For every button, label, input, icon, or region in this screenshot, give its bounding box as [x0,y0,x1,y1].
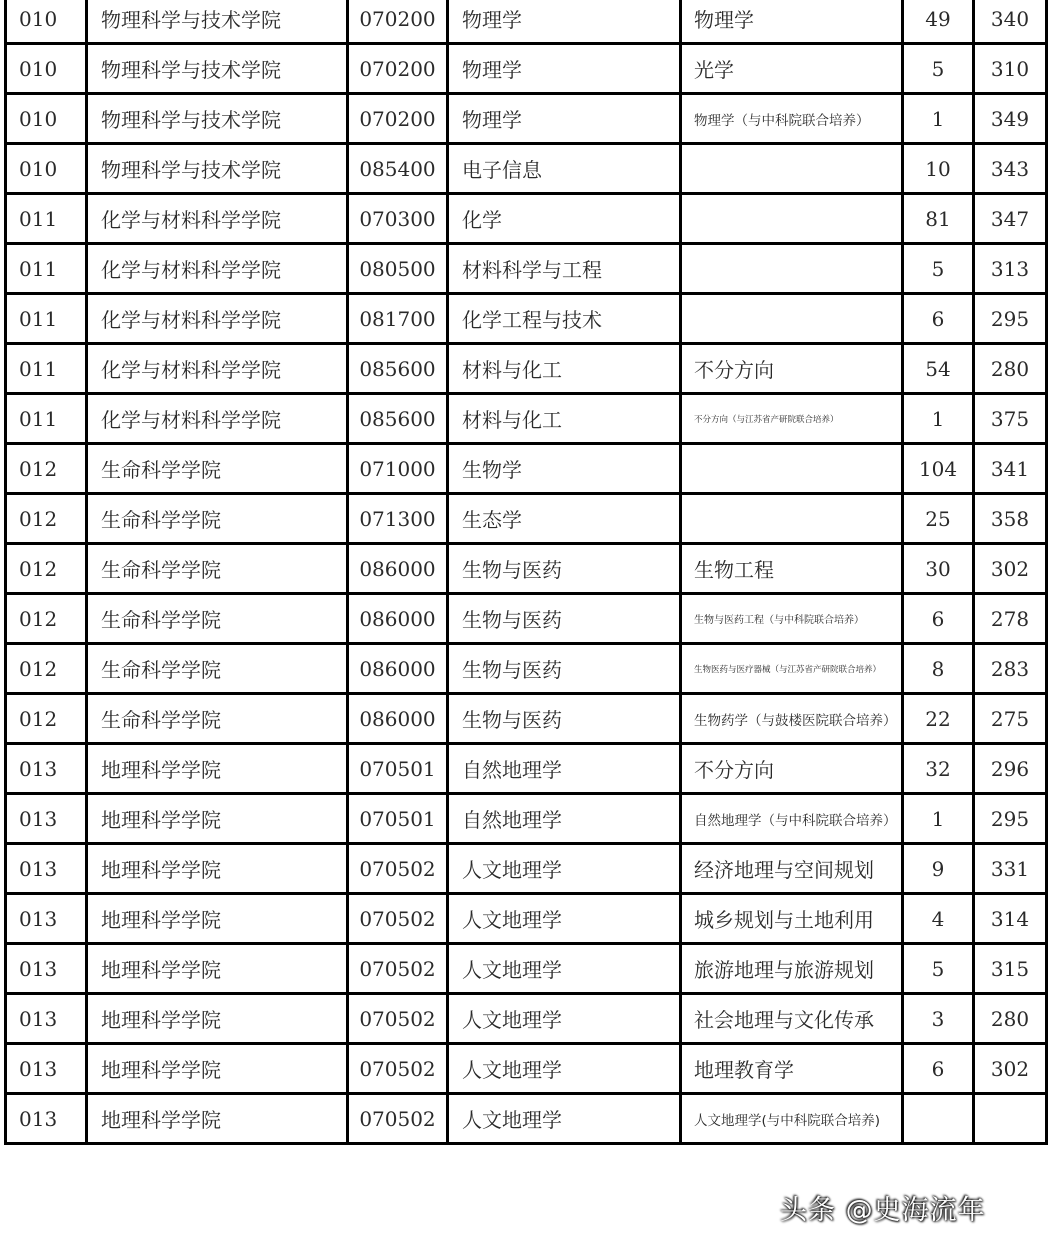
college-name-cell: 生命科学学院 [87,594,348,644]
direction-cell [681,244,903,294]
major-code-cell: 080500 [348,244,448,294]
min-score-cell [974,1094,1047,1144]
direction-cell: 物理学 [681,0,903,44]
major-code-cell: 071000 [348,444,448,494]
college-code-cell: 013 [6,944,87,994]
enrollment-count-cell: 32 [903,744,974,794]
major-code-cell: 070501 [348,794,448,844]
direction-cell: 光学 [681,44,903,94]
college-code-cell: 012 [6,644,87,694]
enrollment-count-cell: 3 [903,994,974,1044]
college-code-cell: 010 [6,94,87,144]
enrollment-count-cell: 81 [903,194,974,244]
table-row [6,444,1047,494]
table-row [6,794,1047,844]
major-name-cell: 人文地理学 [448,944,681,994]
direction-cell: 旅游地理与旅游规划 [681,944,903,994]
enrollment-count-cell: 6 [903,594,974,644]
college-code-cell: 011 [6,194,87,244]
table-row [6,994,1047,1044]
watermark-label: 头条 @史海流年 [780,1195,986,1226]
college-code-cell: 013 [6,1094,87,1144]
college-name-cell: 地理科学学院 [87,894,348,944]
major-code-cell: 086000 [348,694,448,744]
major-name-cell: 化学 [448,194,681,244]
major-name-cell: 人文地理学 [448,1044,681,1094]
major-code-cell: 070502 [348,844,448,894]
direction-cell [681,444,903,494]
college-code-cell: 010 [6,0,87,44]
college-code-cell: 012 [6,594,87,644]
enrollment-count-cell: 1 [903,794,974,844]
direction-cell: 生物医药与医疗器械（与江苏省产研院联合培养） [681,644,903,694]
college-code-cell: 012 [6,544,87,594]
college-name-cell: 生命科学学院 [87,694,348,744]
table-body [6,0,1047,1144]
direction-cell [681,194,903,244]
college-name-cell: 生命科学学院 [87,444,348,494]
direction-cell: 不分方向 [681,744,903,794]
major-code-cell: 070200 [348,94,448,144]
major-name-cell: 电子信息 [448,144,681,194]
direction-cell: 人文地理学(与中科院联合培养) [681,1094,903,1144]
major-code-cell: 070502 [348,1044,448,1094]
enrollment-count-cell: 10 [903,144,974,194]
direction-cell: 自然地理学（与中科院联合培养） [681,794,903,844]
direction-cell: 生物工程 [681,544,903,594]
enrollment-count-cell: 5 [903,944,974,994]
table-row [6,94,1047,144]
college-code-cell: 010 [6,44,87,94]
major-name-cell: 生物与医药 [448,694,681,744]
college-name-cell: 生命科学学院 [87,494,348,544]
min-score-cell: 295 [974,794,1047,844]
table-row [6,244,1047,294]
enrollment-count-cell: 9 [903,844,974,894]
enrollment-count-cell: 8 [903,644,974,694]
major-code-cell: 086000 [348,594,448,644]
direction-cell: 不分方向 [681,344,903,394]
major-name-cell: 人文地理学 [448,844,681,894]
table-row [6,544,1047,594]
direction-cell: 物理学（与中科院联合培养） [681,94,903,144]
major-code-cell: 070200 [348,0,448,44]
college-code-cell: 012 [6,444,87,494]
college-name-cell: 物理科学与技术学院 [87,44,348,94]
major-code-cell: 086000 [348,544,448,594]
major-name-cell: 材料科学与工程 [448,244,681,294]
direction-cell: 生物与医药工程（与中科院联合培养） [681,594,903,644]
direction-cell [681,494,903,544]
college-name-cell: 生命科学学院 [87,644,348,694]
major-name-cell: 人文地理学 [448,894,681,944]
min-score-cell: 375 [974,394,1047,444]
major-name-cell: 人文地理学 [448,1094,681,1144]
table-row [6,594,1047,644]
min-score-cell: 280 [974,344,1047,394]
major-name-cell: 生物与医药 [448,644,681,694]
major-name-cell: 生物与医药 [448,544,681,594]
major-code-cell: 085400 [348,144,448,194]
major-name-cell: 物理学 [448,44,681,94]
major-code-cell: 070502 [348,994,448,1044]
table-row [6,294,1047,344]
college-name-cell: 物理科学与技术学院 [87,94,348,144]
table-row [6,844,1047,894]
table-row [6,0,1047,44]
enrollment-count-cell: 22 [903,694,974,744]
college-name-cell: 化学与材料科学学院 [87,244,348,294]
college-code-cell: 013 [6,894,87,944]
major-code-cell: 086000 [348,644,448,694]
table-row [6,494,1047,544]
college-name-cell: 化学与材料科学学院 [87,344,348,394]
min-score-cell: 278 [974,594,1047,644]
major-name-cell: 生物与医药 [448,594,681,644]
min-score-cell: 310 [974,44,1047,94]
table-row [6,944,1047,994]
table-row [6,194,1047,244]
college-name-cell: 地理科学学院 [87,1094,348,1144]
major-name-cell: 生物学 [448,444,681,494]
min-score-cell: 313 [974,244,1047,294]
college-code-cell: 012 [6,494,87,544]
min-score-cell: 283 [974,644,1047,694]
enrollment-count-cell: 49 [903,0,974,44]
college-name-cell: 地理科学学院 [87,794,348,844]
min-score-cell: 315 [974,944,1047,994]
major-code-cell: 070300 [348,194,448,244]
college-code-cell: 012 [6,694,87,744]
min-score-cell: 295 [974,294,1047,344]
enrollment-count-cell [903,1094,974,1144]
college-name-cell: 物理科学与技术学院 [87,0,348,44]
min-score-cell: 347 [974,194,1047,244]
table-row [6,344,1047,394]
direction-cell: 经济地理与空间规划 [681,844,903,894]
table-row [6,394,1047,444]
college-name-cell: 生命科学学院 [87,544,348,594]
major-code-cell: 070502 [348,944,448,994]
table-row [6,1094,1047,1144]
major-name-cell: 生态学 [448,494,681,544]
college-name-cell: 化学与材料科学学院 [87,394,348,444]
enrollment-count-cell: 54 [903,344,974,394]
major-name-cell: 自然地理学 [448,744,681,794]
college-code-cell: 011 [6,244,87,294]
college-name-cell: 地理科学学院 [87,844,348,894]
major-code-cell: 071300 [348,494,448,544]
college-code-cell: 011 [6,294,87,344]
major-name-cell: 自然地理学 [448,794,681,844]
admission-score-table [4,0,1048,1145]
min-score-cell: 296 [974,744,1047,794]
major-code-cell: 085600 [348,344,448,394]
min-score-cell: 314 [974,894,1047,944]
direction-cell [681,144,903,194]
min-score-cell: 343 [974,144,1047,194]
min-score-cell: 302 [974,1044,1047,1094]
enrollment-count-cell: 6 [903,1044,974,1094]
direction-cell: 社会地理与文化传承 [681,994,903,1044]
college-code-cell: 011 [6,344,87,394]
direction-cell: 城乡规划与土地利用 [681,894,903,944]
min-score-cell: 340 [974,0,1047,44]
college-code-cell: 013 [6,794,87,844]
enrollment-count-cell: 5 [903,244,974,294]
college-code-cell: 013 [6,994,87,1044]
college-name-cell: 化学与材料科学学院 [87,194,348,244]
enrollment-count-cell: 5 [903,44,974,94]
major-name-cell: 物理学 [448,94,681,144]
min-score-cell: 302 [974,544,1047,594]
enrollment-count-cell: 6 [903,294,974,344]
min-score-cell: 280 [974,994,1047,1044]
table-row [6,694,1047,744]
table-row [6,894,1047,944]
college-code-cell: 013 [6,1044,87,1094]
direction-cell: 地理教育学 [681,1044,903,1094]
min-score-cell: 349 [974,94,1047,144]
table-row [6,1044,1047,1094]
enrollment-count-cell: 25 [903,494,974,544]
enrollment-count-cell: 30 [903,544,974,594]
direction-cell: 不分方向（与江苏省产研院联合培养） [681,394,903,444]
college-name-cell: 地理科学学院 [87,1044,348,1094]
min-score-cell: 275 [974,694,1047,744]
major-code-cell: 081700 [348,294,448,344]
admission-table-container [4,0,1030,1145]
major-code-cell: 070501 [348,744,448,794]
min-score-cell: 331 [974,844,1047,894]
major-name-cell: 物理学 [448,0,681,44]
college-name-cell: 物理科学与技术学院 [87,144,348,194]
table-row [6,644,1047,694]
enrollment-count-cell: 1 [903,394,974,444]
college-code-cell: 010 [6,144,87,194]
table-row [6,44,1047,94]
enrollment-count-cell: 1 [903,94,974,144]
direction-cell [681,294,903,344]
college-code-cell: 011 [6,394,87,444]
enrollment-count-cell: 4 [903,894,974,944]
major-code-cell: 070200 [348,44,448,94]
major-code-cell: 070502 [348,894,448,944]
college-name-cell: 地理科学学院 [87,994,348,1044]
enrollment-count-cell: 104 [903,444,974,494]
major-name-cell: 材料与化工 [448,394,681,444]
table-row [6,744,1047,794]
major-name-cell: 材料与化工 [448,344,681,394]
major-name-cell: 人文地理学 [448,994,681,1044]
major-name-cell: 化学工程与技术 [448,294,681,344]
min-score-cell: 358 [974,494,1047,544]
college-code-cell: 013 [6,744,87,794]
min-score-cell: 341 [974,444,1047,494]
college-code-cell: 013 [6,844,87,894]
major-code-cell: 085600 [348,394,448,444]
direction-cell: 生物药学（与鼓楼医院联合培养） [681,694,903,744]
major-code-cell: 070502 [348,1094,448,1144]
college-name-cell: 地理科学学院 [87,744,348,794]
table-row [6,144,1047,194]
college-name-cell: 地理科学学院 [87,944,348,994]
college-name-cell: 化学与材料科学学院 [87,294,348,344]
